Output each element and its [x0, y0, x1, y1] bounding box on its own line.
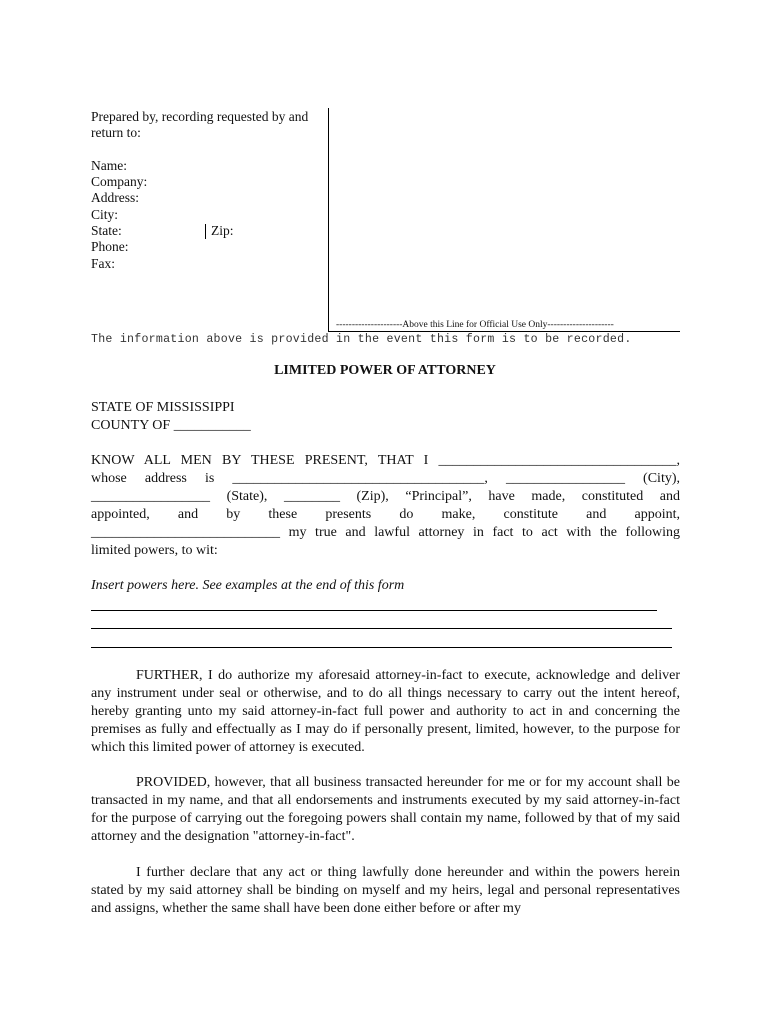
document-title: LIMITED POWER OF ATTORNEY: [274, 363, 496, 378]
zip-divider: [205, 224, 206, 239]
body-line-6: limited powers, to wit:: [91, 543, 218, 558]
zip-field-label: Zip:: [211, 223, 234, 238]
body-line-5: ___________________________ my true and lawful attorney in fact to act with the following: [91, 525, 680, 540]
powers-blank-line: [91, 628, 672, 629]
body-line-4: appointed, and by these presents do make, constitute and appoint,: [91, 507, 680, 522]
name-field-label: Name:: [91, 158, 127, 173]
provided-paragraph: PROVIDED, however, that all business transacted hereunder for me or for my account shall be transacted in my name, and that all endorsements and instruments executed by my said attorney-in-fact for the purpose of carrying out the foregoing powers shall contain my name, followed by that of my said attorney and the designation "attorney-in-fact".: [91, 775, 680, 844]
powers-blank-line: [91, 610, 657, 611]
fax-field-label: Fax:: [91, 256, 116, 271]
body-line-3: _________________ (State), ________ (Zip), “Principal”, have made, constituted and: [91, 489, 680, 504]
body-line-1: KNOW ALL MEN BY THESE PRESENT, THAT I __________________________________,: [91, 453, 680, 468]
header-vertical-divider: [328, 108, 329, 332]
state-field-label: State:: [91, 223, 122, 238]
prepared-by-label: Prepared by, recording requested by and return to:: [91, 109, 309, 140]
county-line: COUNTY OF ___________: [91, 418, 251, 433]
powers-blank-line: [91, 647, 672, 648]
city-field-label: City:: [91, 207, 119, 222]
state-line: STATE OF MISSISSIPPI: [91, 400, 235, 415]
recorded-note: The information above is provided in the event this form is to be recorded.: [91, 333, 632, 346]
insert-powers-note: Insert powers here. See examples at the end of this form: [91, 578, 405, 593]
header-horizontal-divider: [328, 331, 680, 332]
phone-field-label: Phone:: [91, 239, 129, 254]
body-line-2: whose address is ____________________________________, _________________ (City),: [91, 471, 680, 486]
official-use-line: ---------------------Above this Line for Official Use Only---------------------: [336, 320, 614, 330]
company-field-label: Company:: [91, 174, 148, 189]
declare-paragraph: I further declare that any act or thing lawfully done hereunder and within the powers herein stated by my said attorney shall be binding on myself and my heirs, legal and personal representatives and assigns, whether the same shall have been done either before or after my: [91, 865, 680, 916]
address-field-label: Address:: [91, 190, 139, 205]
further-paragraph: FURTHER, I do authorize my aforesaid attorney-in-fact to execute, acknowledge and deliver any instrument under seal or otherwise, and to do all things necessary to carry out the intent hereof, hereby granting unto my said attorney-in-fact full power and authority to act in and concerning the premises as fully and effectually as I may do if personally present, limited, however, to the purpose for which this limited power of attorney is executed.: [91, 668, 680, 755]
